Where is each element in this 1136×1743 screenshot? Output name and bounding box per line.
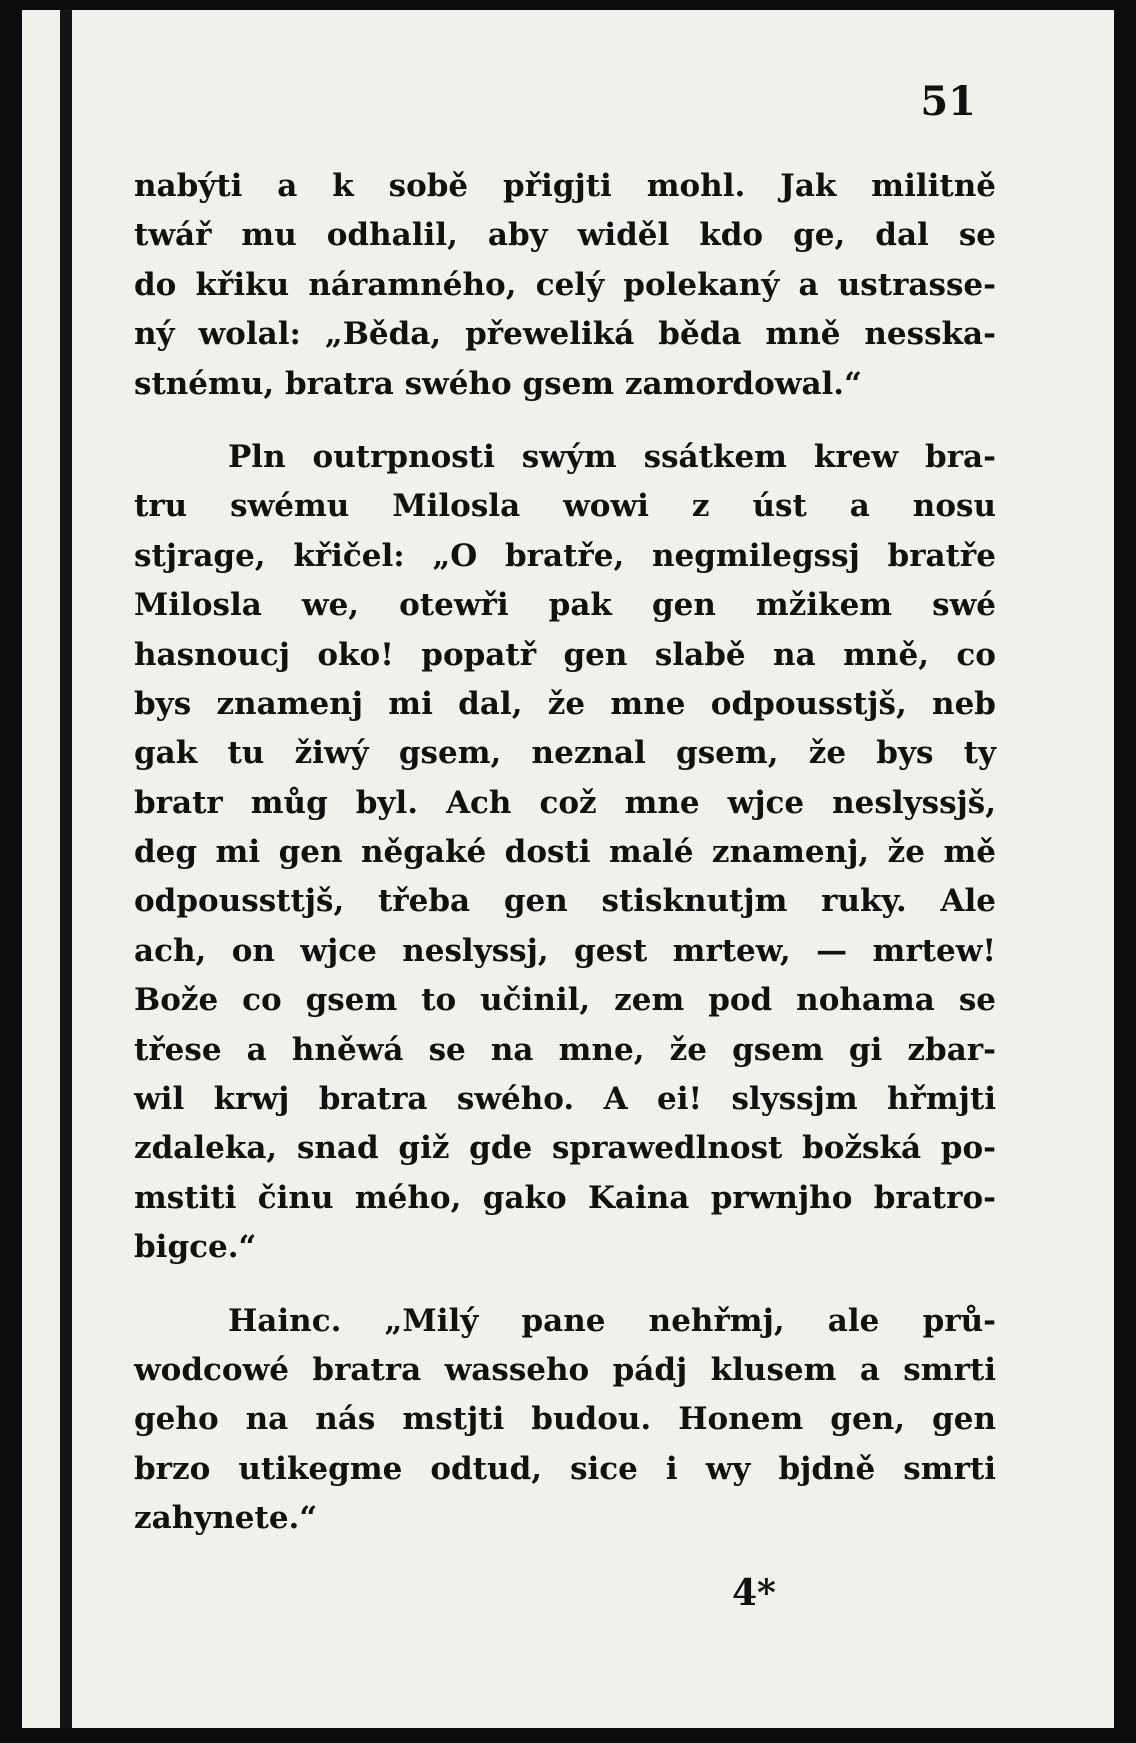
text-line: wodcowé bratra wasseho pádj klusem a smrti [134,1351,996,1388]
text-line: Pln outrpnosti swým ssátkem krew bra- [228,438,996,475]
book-page [22,10,1114,1728]
paragraph-1 [134,162,996,409]
paragraph-3 [134,1297,996,1544]
text-line: tru swému Milosla wowi z úst a nosu [134,488,996,525]
text-line: wil krwj bratra swého. A ei! slyssjm hřmjti [134,1081,996,1118]
text-line: twář mu odhalil, aby widěl kdo ge, dal se [134,217,996,254]
paragraph-2 [134,433,996,1273]
text-line: ný wolal: „Běda, přeweliká běda mně nesska- [134,316,996,353]
text-line: brzo utikegme odtud, sice i wy bjdně smrti [134,1450,996,1487]
text-line: zdaleka, snad giž gde sprawedlnost božská po- [134,1130,996,1167]
text-line: bys znamenj mi dal, že mne odpousstjš, neb [134,685,996,722]
text-line: bigce.“ [134,1229,257,1266]
text-line: hasnoucj oko! popatř gen slabě na mně, co [134,636,996,673]
text-line: stnému, bratra swého gsem zamordowal.“ [134,365,862,402]
body-text [134,162,996,1544]
text-line: odpoussttjš, třeba gen stisknutjm ruky. Ale [134,883,996,920]
text-line: bratr můg byl. Ach což mne wjce neslyssjš, [134,784,996,821]
text-line: Milosla we, otewři pak gen mžikem swé [134,587,996,624]
text-line: třese a hněwá se na mne, že gsem gi zbar- [134,1031,996,1068]
text-line: do křiku náramného, celý polekaný a ustrasse- [134,266,996,303]
text-line: geho na nás mstjti budou. Honem gen, gen [134,1401,996,1438]
page-number: 51 [920,78,976,125]
text-line: stjrage, křičel: „O bratře, negmilegssj bratře [134,537,996,574]
text-line: deg mi gen něgaké dosti malé znamenj, že mě [134,834,996,871]
book-spine-edge [22,10,72,1728]
text-line: mstiti činu mého, gako Kaina prwnjho bratro- [134,1179,996,1216]
text-line: Hainc. „Milý pane nehřmj, ale prů- [228,1302,996,1339]
text-line: Bože co gsem to učinil, zem pod nohama se [134,982,996,1019]
text-line: ach, on wjce neslyssj, gest mrtew, — mrtew! [134,932,996,969]
text-line: gak tu žiwý gsem, neznal gsem, že bys ty [134,735,996,772]
text-line: zahynete.“ [134,1500,318,1537]
signature-mark: 4* [732,1572,776,1614]
text-line: nabýti a k sobě přigjti mohl. Jak militně [134,168,996,204]
